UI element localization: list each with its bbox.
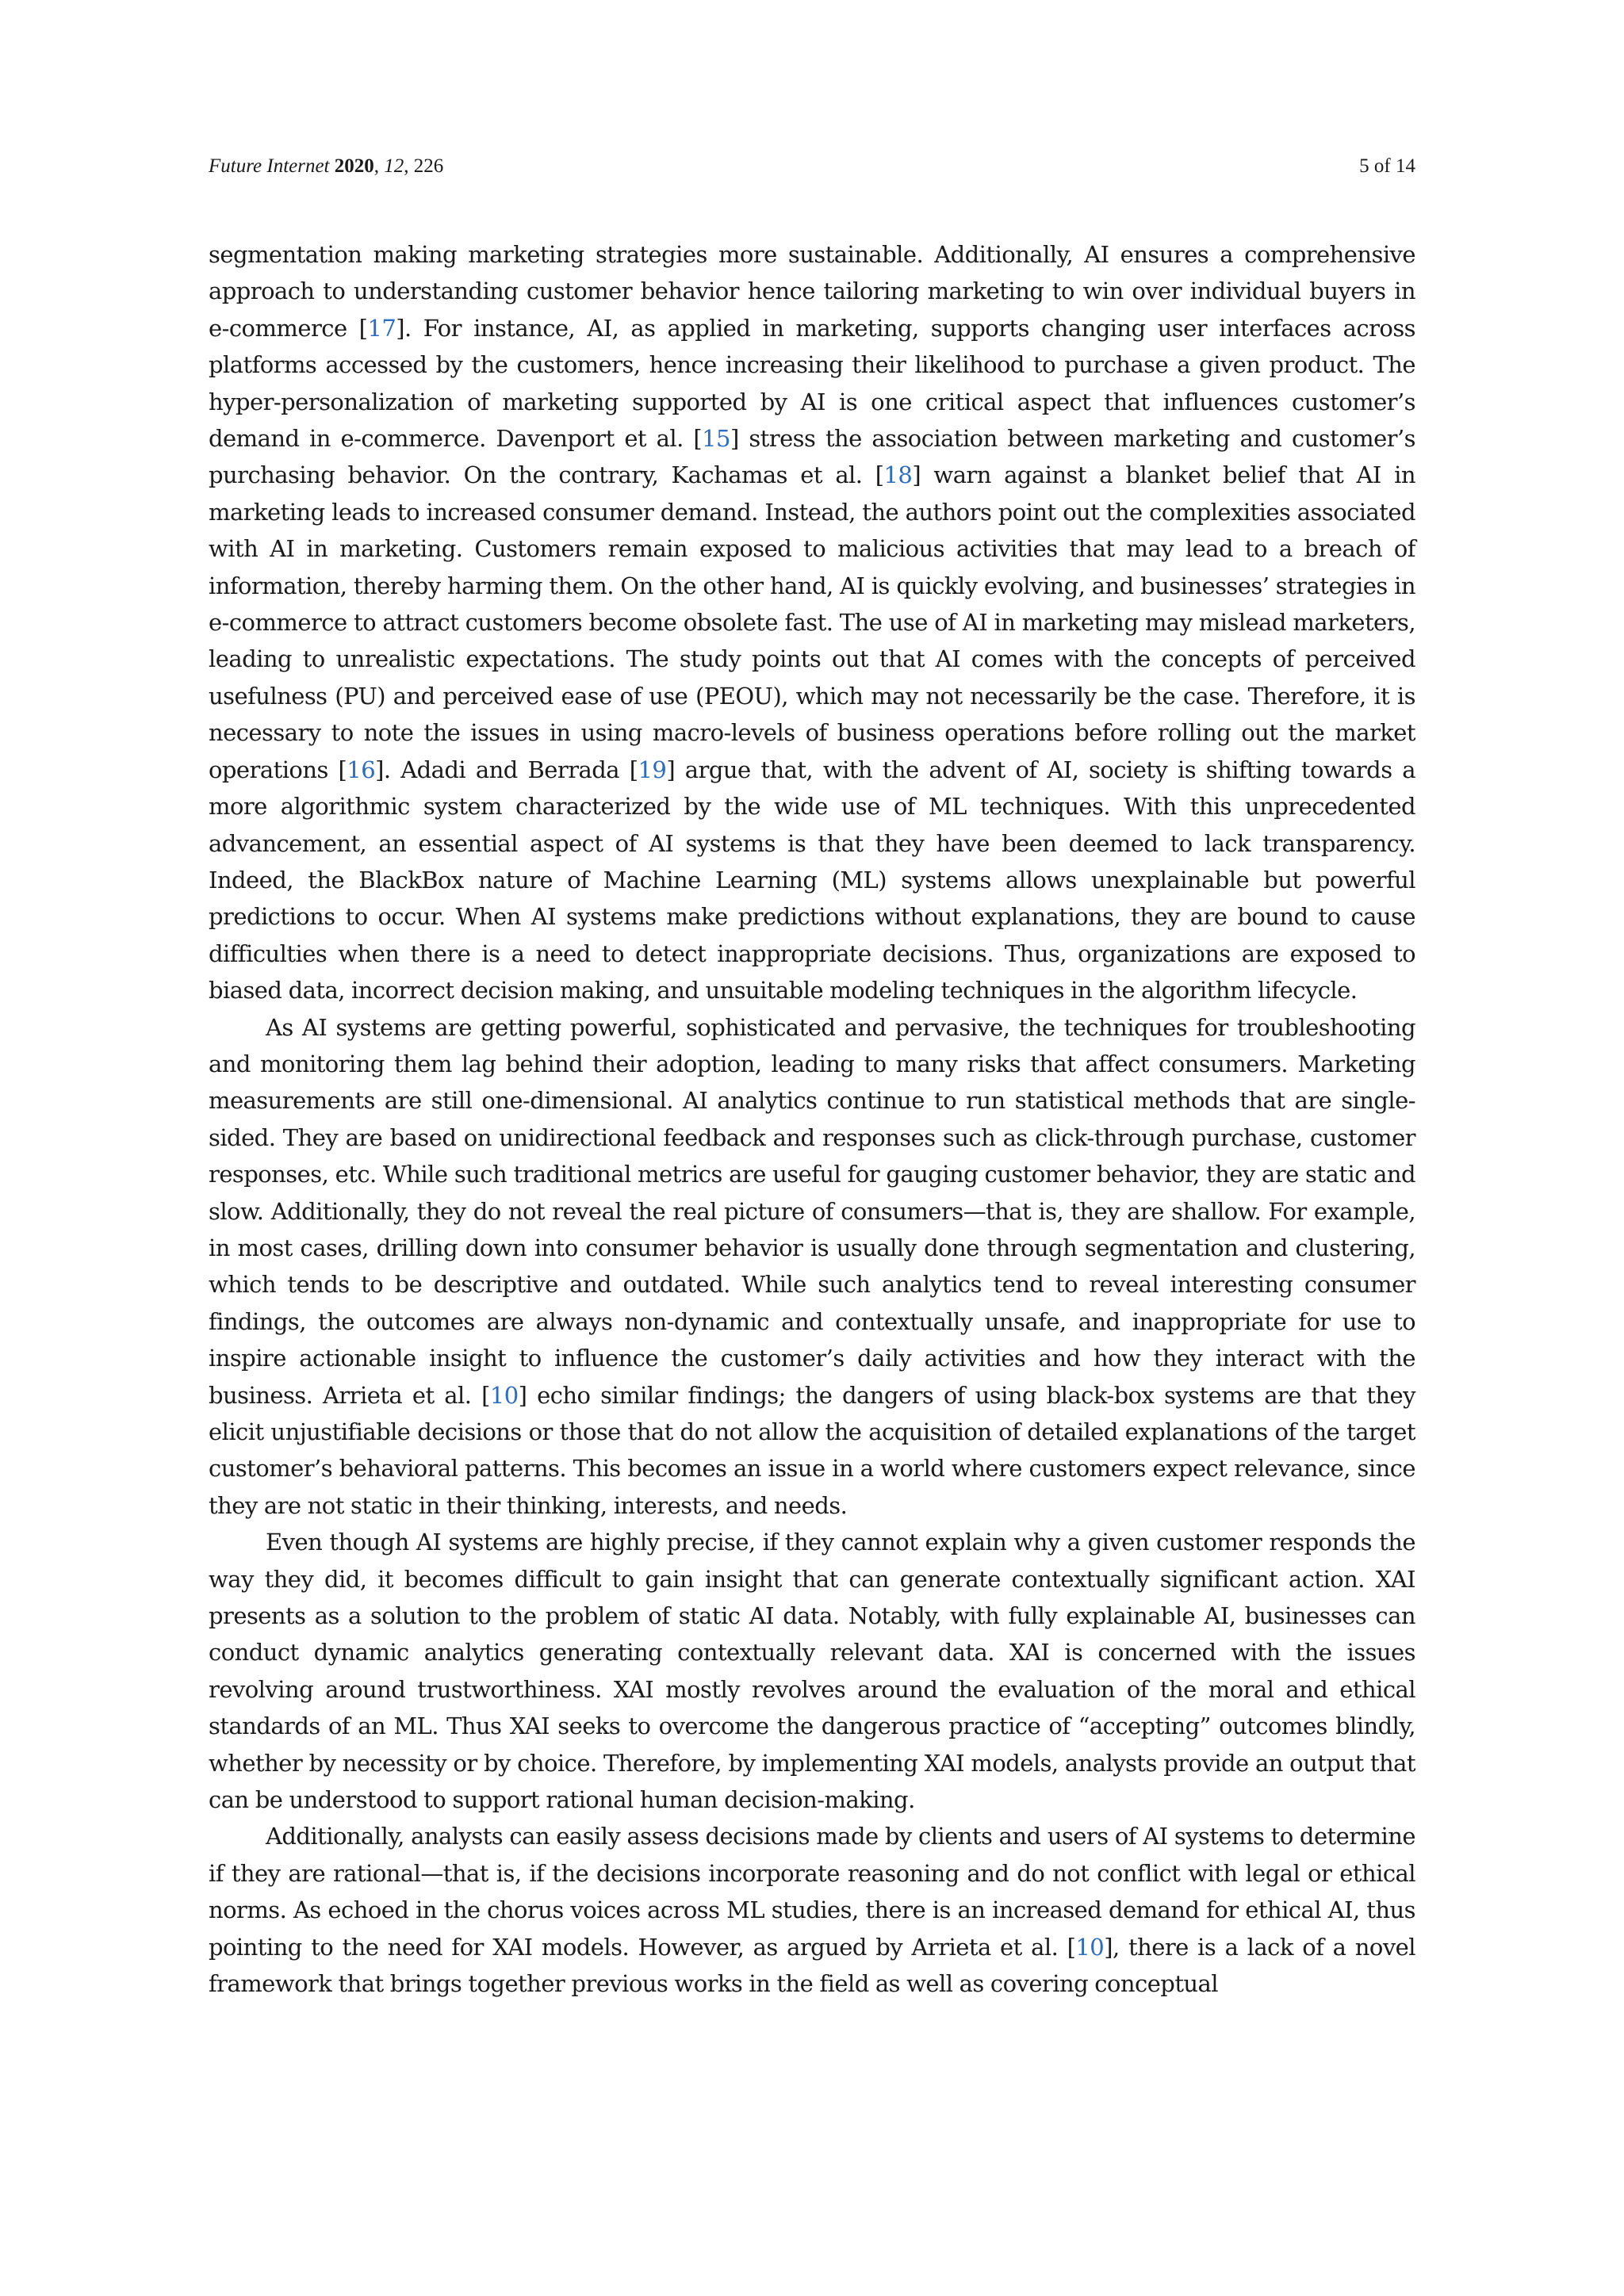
paragraph-text: ]. Adadi and Berrada [ bbox=[375, 756, 638, 783]
header-sep: , bbox=[404, 155, 414, 177]
article-number: 226 bbox=[413, 155, 444, 177]
citation-link[interactable]: 10 bbox=[489, 1381, 519, 1409]
citation-link[interactable]: 18 bbox=[883, 461, 913, 489]
citation-link[interactable]: 17 bbox=[367, 314, 396, 342]
paragraph-text: ] echo similar findings; the dangers of using black-box systems are that they elicit unjustifiable decisions or those that do not allow the acquisition of detailed explanations of the target customer’s behavioral patterns. This becomes an issue in a world where customers expect relevance, since they are not static in their thinking, interests, and needs. bbox=[209, 1381, 1415, 1519]
paragraph-text: ]. For instance, AI, as applied in marketing, supports changing user interfaces across platforms accessed by the customers, hence increasing their likelihood to purchase a given product. The hyper-personalization of marketing supported by AI is one critical aspect that influences customer’s demand in e-commerce. Davenport et al. [ bbox=[209, 314, 1415, 453]
citation-link[interactable]: 10 bbox=[1075, 1933, 1105, 1961]
volume-number: 12 bbox=[384, 155, 404, 177]
body-paragraph bbox=[209, 1009, 1415, 1525]
citation-link[interactable]: 15 bbox=[702, 425, 730, 453]
running-header bbox=[209, 151, 1415, 182]
article-body bbox=[209, 236, 1415, 2003]
paragraph-text: ] warn against a blanket belief that AI in marketing leads to increased consumer demand. Instead, the authors point out the complexities associated with AI in marketing. Customers remain exposed to malicious activities that may lead to a breach of information, thereby harming them. On the other hand, AI is quickly evolving, and businesses’ strategies in e-commerce to attract customers become obsolete fast. The use of AI in marketing may mislead marketers, leading to unrealistic expectations. The study points out that AI comes with the concepts of perceived usefulness (PU) and perceived ease of use (PEOU), which may not necessarily be the case. Therefore, it is necessary to note the issues in using macro-levels of business operations before rolling out the market operations [ bbox=[209, 461, 1415, 783]
paragraph-text: As AI systems are getting powerful, sophisticated and pervasive, the techniques for troubleshooting and monitoring them lag behind their adoption, leading to many risks that affect consumers. Marketing measurements are still one-dimensional. AI analytics continue to run statistical methods that are single-sided. They are based on unidirectional feedback and responses such as click-through purchase, customer responses, etc. While such traditional metrics are useful for gauging customer behavior, they are static and slow. Additionally, they do not reveal the real picture of consumers—that is, they are shallow. For example, in most cases, drilling down into consumer behavior is usually done through segmentation and clustering, which tends to be descriptive and outdated. While such analytics tend to reveal interesting consumer findings, the outcomes are always non-dynamic and contextually unsafe, and inappropriate for use to inspire actionable insight to influence the customer’s daily activities and how they interact with the business. Arrieta et al. [ bbox=[209, 1013, 1415, 1409]
body-paragraph bbox=[209, 1524, 1415, 1818]
citation-link[interactable]: 16 bbox=[347, 756, 376, 783]
paragraph-text: ], there is a lack of a novel framework that brings together previous works in the field as well as covering conceptual bbox=[209, 1933, 1415, 1998]
header-sep: , bbox=[373, 155, 385, 177]
paragraph-text: ] argue that, with the advent of AI, society is shifting towards a more algorithmic system characterized by the wide use of ML techniques. With this unprecedented advancement, an essential aspect of AI systems is that they have been deemed to lack transparency. Indeed, the BlackBox nature of Machine Learning (ML) systems allows unexplainable but powerful predictions to occur. When AI systems make predictions without explanations, they are bound to cause difficulties when there is a need to detect inappropriate decisions. Thus, organizations are exposed to biased data, incorrect decision making, and unsuitable modeling techniques in the algorithm lifecycle. bbox=[209, 756, 1416, 1004]
paragraph-text: Even though AI systems are highly precise, if they cannot explain why a given customer responds the way they did, it becomes difficult to gain insight that can generate contextually significant action. XAI presents as a solution to the problem of static AI data. Notably, with fully explainable AI, businesses can conduct dynamic analytics generating contextually relevant data. XAI is concerned with the issues revolving around trustworthiness. XAI mostly revolves around the evaluation of the moral and ethical standards of an ML. Thus XAI seeks to overcome the dangerous practice of “accepting” outcomes blindly, whether by necessity or by choice. Therefore, by implementing XAI models, analysts provide an output that can be understood to support rational human decision-making. bbox=[209, 1529, 1415, 1814]
page-number: 5 of 14 bbox=[1359, 155, 1415, 177]
paragraph-text: ] stress the association between marketing and customer’s purchasing behavior. On the contrary, Kachamas et al. [ bbox=[209, 425, 1416, 489]
citation-link[interactable]: 19 bbox=[638, 756, 667, 783]
body-paragraph bbox=[209, 1818, 1415, 2002]
body-paragraph bbox=[209, 236, 1415, 1009]
journal-name: Future Internet bbox=[209, 155, 330, 177]
paragraph-text: Additionally, analysts can easily assess decisions made by clients and users of AI systems to determine if they are rational—that is, if the decisions incorporate reasoning and do not conflict with legal or ethical norms. As echoed in the chorus voices across ML studies, there is an increased demand for ethical AI, thus pointing to the need for XAI models. However, as argued by Arrieta et al. [ bbox=[209, 1823, 1415, 1961]
publication-year: 2020 bbox=[334, 155, 374, 177]
paragraph-text: segmentation making marketing strategies more sustainable. Additionally, AI ensures a comprehensive approach to understanding customer behavior hence tailoring marketing to win over individual buyers in e-commerce [ bbox=[209, 241, 1415, 342]
